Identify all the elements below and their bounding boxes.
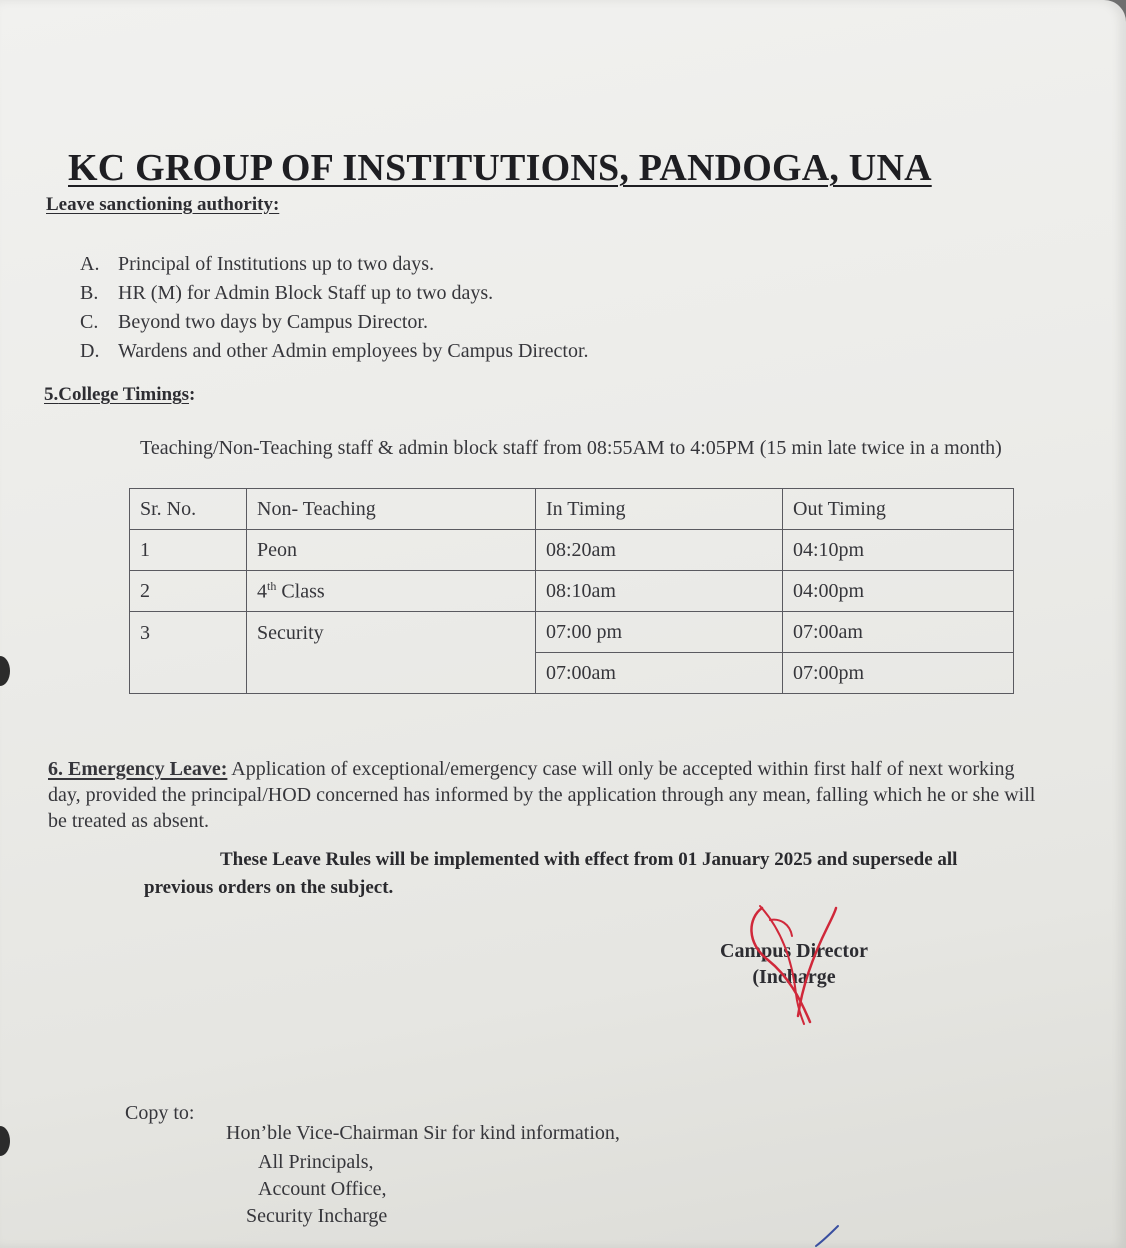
cell-sr-no: 2: [130, 571, 247, 612]
table-row: [130, 612, 1014, 653]
header-non-teaching: Non- Teaching: [247, 489, 536, 530]
cell-out-timing: 07:00am: [783, 612, 1014, 653]
list-item: A. Principal of Institutions up to two days.: [80, 253, 435, 275]
timings-table: [129, 488, 1014, 694]
cell-in-timing: 07:00am: [536, 653, 783, 694]
table-header-row: [130, 489, 1014, 530]
effective-date-notice: These Leave Rules will be implemented with effect from 01 January 2025 and supersede all previous orders on the subject.: [144, 849, 958, 898]
emergency-leave-paragraph: [48, 756, 1038, 834]
signatory-block: [720, 938, 868, 990]
cell-in-timing: 08:10am: [536, 571, 783, 612]
emergency-leave-text: Application of exceptional/emergency case will only be accepted within first half of next working day, provided the principal/HOD concerned has informed by the application through any mean, falling which he or she will be treated as absent.: [48, 758, 1036, 832]
header-in-timing: In Timing: [536, 489, 783, 530]
recipient-line: Hon’ble Vice-Chairman Sir for kind information,: [226, 1122, 620, 1144]
header-sr-no: Sr. No.: [130, 489, 247, 530]
cell-in-timing: 07:00 pm: [536, 612, 783, 653]
cell-sr-no: 3: [130, 612, 247, 694]
signatory-title: Campus Director: [720, 940, 868, 962]
pen-mark-icon: [812, 1222, 842, 1248]
cell-out-timing: 04:00pm: [783, 571, 1014, 612]
copy-to-label: Copy to:: [125, 1102, 195, 1124]
cell-role: Peon: [247, 530, 536, 571]
list-item: D. Wardens and other Admin employees by Campus Director.: [80, 340, 589, 362]
recipient-line: Security Incharge: [246, 1205, 388, 1227]
emergency-leave-heading: 6. Emergency Leave:: [48, 758, 228, 780]
header-out-timing: Out Timing: [783, 489, 1014, 530]
cell-sr-no: 1: [130, 530, 247, 571]
list-item: B. HR (M) for Admin Block Staff up to two days.: [80, 282, 494, 304]
leave-authority-heading: Leave sanctioning authority:: [46, 194, 280, 215]
table-row: [130, 530, 1014, 571]
college-timings-heading: 5.College Timings:: [44, 384, 196, 405]
table-row: [130, 571, 1014, 612]
list-item: C. Beyond two days by Campus Director.: [80, 311, 428, 333]
leave-authority-list: [80, 250, 589, 366]
timings-intro: Teaching/Non-Teaching staff & admin block staff from 08:55AM to 4:05PM (15 min late twice in a month): [140, 437, 1002, 459]
cell-out-timing: 07:00pm: [783, 653, 1014, 694]
cell-role: Security: [247, 612, 536, 694]
punch-hole: [0, 656, 10, 686]
document-title: KC GROUP OF INSTITUTIONS, PANDOGA, UNA: [68, 147, 932, 189]
cell-out-timing: 04:10pm: [783, 530, 1014, 571]
recipient-line: Account Office,: [258, 1178, 387, 1200]
cell-in-timing: 08:20am: [536, 530, 783, 571]
recipient-line: All Principals,: [258, 1151, 374, 1173]
cell-role: 4th Class: [247, 571, 536, 612]
punch-hole: [0, 1126, 10, 1156]
signatory-subtitle: (Incharge: [752, 966, 836, 988]
